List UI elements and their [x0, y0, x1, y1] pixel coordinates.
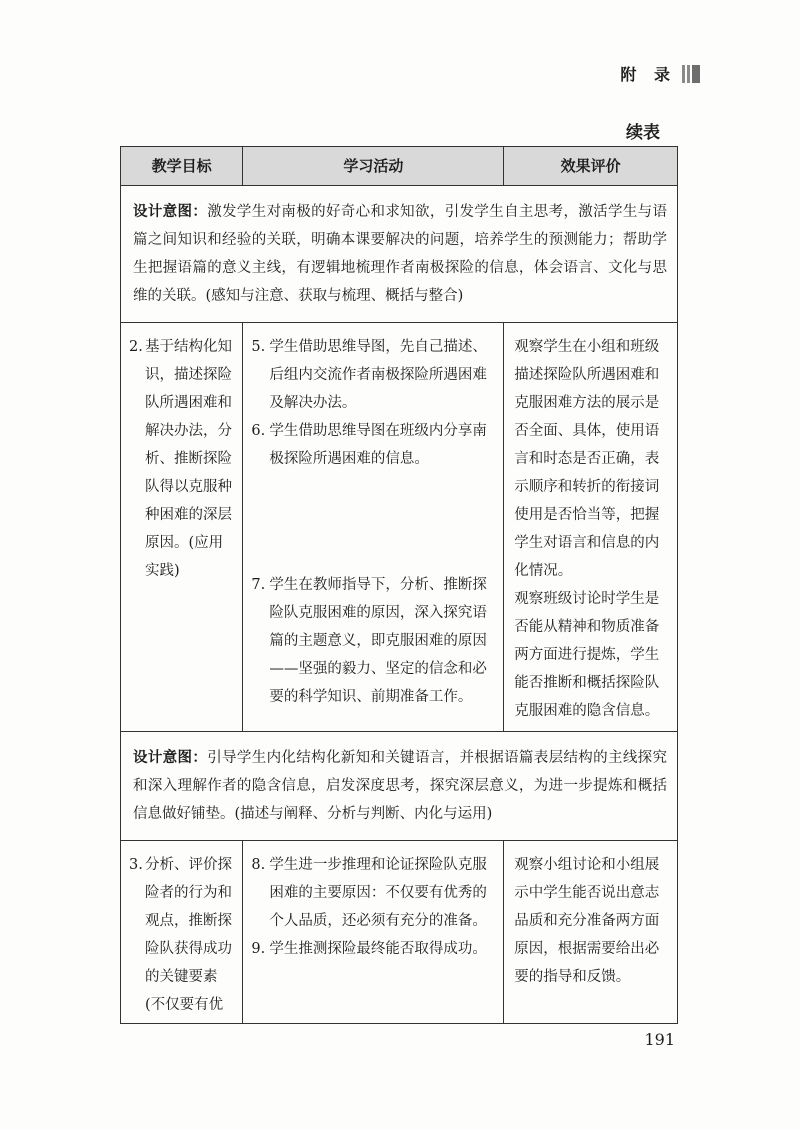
evaluation-text: 观察班级讨论时学生是否能从精神和物质准备两方面进行提炼，学生能否推断和概括探险队克服困难的隐含信息。 [514, 591, 660, 719]
header-learning-activity: 学习活动 [243, 147, 504, 186]
evaluation-text: 观察学生在小组和班级描述探险队所遇困难和克服困难方法的展示是否全面、具体，使用语言和时态是否正确，表示顺序和转折的衔接词使用是否恰当等，把握学生对语言和信息的内化情况。 [514, 339, 660, 579]
activity-text: 学生借助思维导图，先自己描述、后组内交流作者南极探险所遇困难及解决办法。 [269, 339, 487, 411]
activity-number: 6. [251, 423, 266, 439]
design-intent-cell [121, 186, 678, 323]
design-intent-text: 激发学生对南极的好奇心和求知欲，引发学生自主思考，激活学生与语篇之间知识和经验的关联，明确本课要解决的问题，培养学生的预测能力；帮助学生把握语篇的意义主线，有逻辑地梳理作者南极探险的信息，体会语言、文化与思维的关联。(感知与注意、获取与梳理、概括与整合) [133, 204, 668, 304]
design-intent-label: 设计意图： [133, 750, 208, 766]
goal-number: 2. [129, 339, 143, 355]
header-teaching-goal: 教学目标 [121, 147, 243, 186]
table-row [121, 841, 678, 1024]
goal-cell [121, 841, 243, 1024]
design-intent-cell [121, 732, 678, 841]
section-title: 附 录 [620, 65, 676, 84]
activity-number: 9. [251, 941, 266, 957]
activity-item [251, 333, 497, 417]
table-header-row [121, 147, 678, 186]
activities-cell [243, 323, 504, 732]
design-intent-label: 设计意图： [133, 204, 208, 220]
evaluation-cell [504, 323, 678, 732]
header-evaluation: 效果评价 [504, 147, 678, 186]
activity-number: 5. [251, 339, 266, 355]
continued-label: 续表 [626, 123, 660, 143]
activity-item [251, 417, 497, 473]
activity-text: 学生借助思维导图在班级内分享南极探险所遇困难的信息。 [269, 423, 487, 467]
design-intent-text: 引导学生内化结构化新知和关键语言，并根据语篇表层结构的主线探究和深入理解作者的隐含信息，启发深度思考，探究深层意义，为进一步提炼和概括信息做好铺垫。(描述与阐释、分析与判断、内化与运用) [133, 750, 668, 822]
page-number: 191 [644, 1030, 675, 1049]
activity-text: 学生进一步推理和论证探险队克服困难的主要原因：不仅要有优秀的个人品质，还必须有充分的准备。 [269, 857, 487, 929]
running-header [620, 62, 700, 85]
goal-text: 分析、评价探险者的行为和观点，推断探险队获得成功的关键要素(不仅要有优 [145, 857, 232, 1013]
activity-item [251, 935, 497, 963]
activity-text: 学生在教师指导下，分析、推断探险队克服困难的原因，深入探究语篇的主题意义，即克服困难的原因——坚强的毅力、坚定的信念和必要的科学知识、前期准备工作。 [269, 577, 487, 705]
goal-text: 基于结构化知识，描述探险队所遇困难和解决办法，分析、推断探险队得以克服种种困难的深层原因。(应用实践) [145, 339, 232, 579]
design-intent-row [121, 732, 678, 841]
goal-number: 3. [129, 857, 143, 873]
design-intent-row [121, 186, 678, 323]
activity-text: 学生推测探险最终能否取得成功。 [269, 941, 487, 957]
activity-item [251, 571, 497, 711]
table-row [121, 323, 678, 732]
activities-cell [243, 841, 504, 1024]
evaluation-text: 观察小组讨论和小组展示中学生能否说出意志品质和充分准备两方面原因，根据需要给出必要的指导和反馈。 [514, 857, 660, 985]
activity-number: 8. [251, 857, 266, 873]
activity-item [251, 851, 497, 935]
lesson-plan-table [120, 146, 678, 1024]
header-bars-decoration [682, 65, 700, 83]
activity-number: 7. [251, 577, 266, 593]
goal-cell [121, 323, 243, 732]
evaluation-cell [504, 841, 678, 1024]
